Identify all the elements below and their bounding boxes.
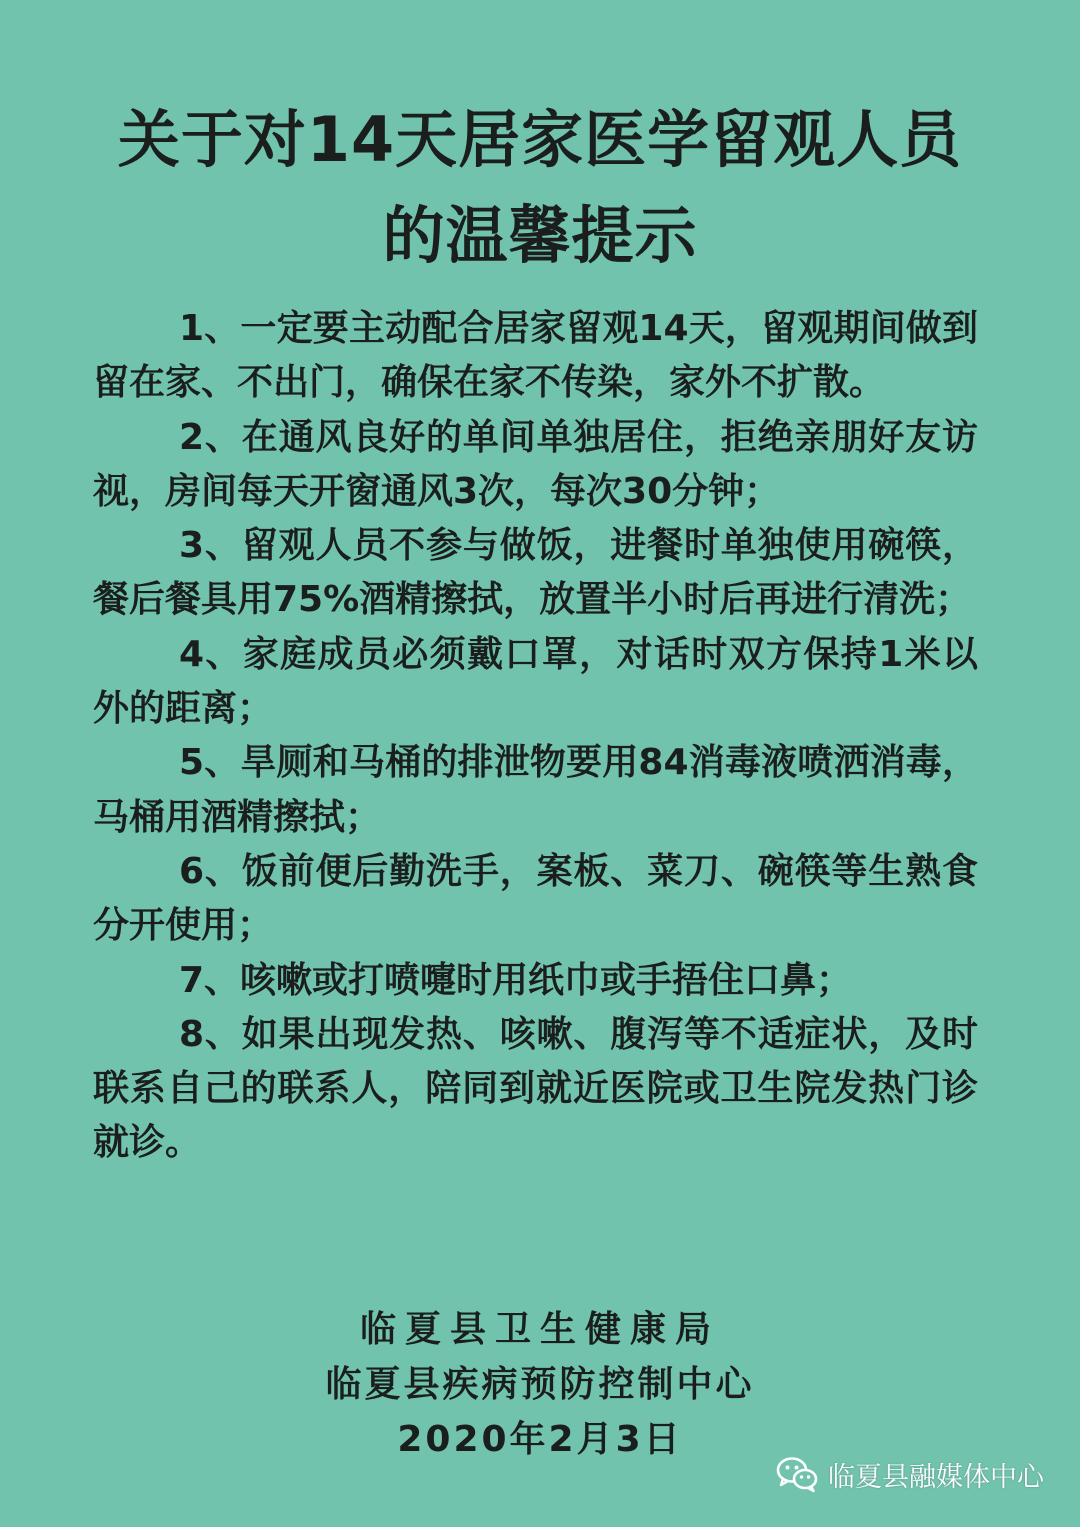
notice-item-6: 6、饭前便后勤洗手，案板、菜刀、碗筷等生熟食分开使用； (93, 850, 978, 947)
watermark-text: 临夏县融媒体中心 (828, 1461, 1044, 1493)
notice-title (0, 92, 1080, 284)
issue-date: 2020年2月3日 (397, 1419, 683, 1460)
title-line-1: 关于对14天居家医学留观人员 (117, 103, 963, 176)
issuer-health-bureau: 临夏县卫生健康局 (359, 1309, 720, 1350)
notice-item-2: 2、在通风良好的单间单独居住，拒绝亲朋好友访视，房间每天开窗通风3次，每次30分钟； (93, 416, 978, 512)
watermark (776, 1452, 1044, 1496)
issuer-cdc: 临夏县疾病预防控制中心 (325, 1364, 755, 1405)
wechat-icon (776, 1455, 820, 1493)
notice-item-5: 5、旱厕和马桶的排泄物要用84消毒液喷洒消毒，马桶用酒精擦拭； (93, 742, 978, 838)
notice-item-4: 4、家庭成员必须戴口罩，对话时双方保持1米以外的距离； (93, 633, 978, 730)
notice-item-3: 3、留观人员不参与做饭，进餐时单独使用碗筷，餐后餐具用75%酒精擦拭，放置半小时后再进行清洗； (93, 525, 978, 621)
notice-item-1: 1、一定要主动配合居家留观14天，留观期间做到留在家、不出门，确保在家不传染，家外不扩散。 (93, 308, 978, 404)
notice-item-7: 7、咳嗽或打喷嚏时用纸巾或手捂住口鼻； (179, 959, 853, 1001)
title-line-2: 的温馨提示 (382, 199, 698, 272)
notice-body (93, 302, 978, 1171)
notice-footer (0, 1302, 1080, 1467)
notice-item-8: 8、如果出现发热、咳嗽、腹泻等不适症状，及时联系自己的联系人，陪同到就近医院或卫生院发热门诊就诊。 (93, 1013, 978, 1164)
